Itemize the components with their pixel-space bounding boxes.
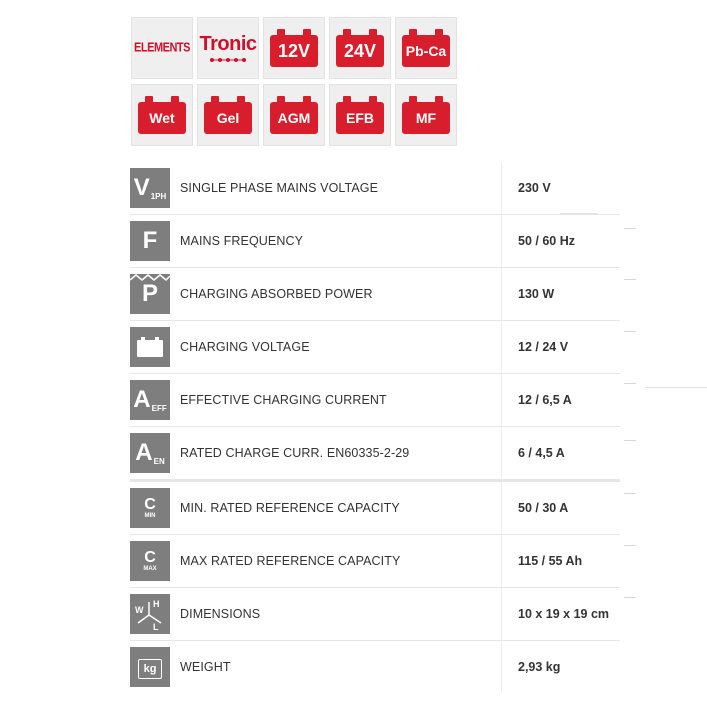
- spec-label: SINGLE PHASE MAINS VOLTAGE: [180, 181, 379, 195]
- decor-tick: [624, 279, 636, 280]
- spec-value: 115 / 55 Ah: [518, 554, 583, 568]
- divider: [501, 321, 502, 373]
- badge-efb: [329, 84, 391, 146]
- spec-value: 10 x 19 x 19 cm: [518, 607, 610, 621]
- battery-icon: [130, 327, 170, 367]
- compatibility-badges: [131, 17, 471, 151]
- badge-row-1: [131, 17, 471, 79]
- svg-text:H: H: [153, 599, 160, 609]
- frequency-icon: F: [130, 221, 170, 261]
- spec-label: CHARGING ABSORBED POWER: [180, 287, 373, 301]
- zigzag-icon: [130, 274, 170, 314]
- decor-tick: [624, 228, 636, 229]
- divider: [501, 482, 502, 534]
- battery-icon: EFB: [336, 96, 384, 134]
- spec-row-frequency: [130, 215, 620, 268]
- battery-icon: Pb-Ca: [402, 29, 450, 67]
- dimensions-icon: [130, 594, 170, 634]
- spec-label: DIMENSIONS: [180, 607, 261, 621]
- spec-value: 2,93 kg: [518, 660, 561, 674]
- battery-icon: MF: [402, 96, 450, 134]
- divider: [501, 374, 502, 426]
- divider: [501, 268, 502, 320]
- divider: [501, 535, 502, 587]
- spec-row-power: [130, 268, 620, 321]
- badge-mf: [395, 84, 457, 146]
- tronic-logo-badge: [197, 17, 259, 79]
- voltage-icon: V 1PH: [130, 168, 170, 208]
- badge-wet: [131, 84, 193, 146]
- spec-value: 50 / 30 A: [518, 501, 569, 515]
- spec-value: 130 W: [518, 287, 555, 301]
- spec-label: MAINS FREQUENCY: [180, 234, 304, 248]
- spec-row-max-capacity: [130, 535, 620, 588]
- capacity-min-icon: C MIN: [130, 488, 170, 528]
- battery-icon: AGM: [270, 96, 318, 134]
- decor-tick: [624, 493, 636, 494]
- current-rated-icon: A EN: [130, 433, 170, 473]
- decor-line: [560, 213, 598, 214]
- battery-icon: 24V: [336, 29, 384, 67]
- spec-value: 50 / 60 Hz: [518, 234, 575, 248]
- decor-tick: [624, 383, 636, 384]
- spec-row-weight: [130, 641, 620, 693]
- spec-row-min-capacity: [130, 482, 620, 535]
- spec-label: MIN. RATED REFERENCE CAPACITY: [180, 501, 400, 515]
- spec-label: CHARGING VOLTAGE: [180, 340, 310, 354]
- spec-value: 12 / 6,5 A: [518, 393, 572, 407]
- battery-icon: Wet: [138, 96, 186, 134]
- decor-tick: [624, 331, 636, 332]
- elements-logo-badge: [131, 17, 193, 79]
- spec-label: EFFECTIVE CHARGING CURRENT: [180, 393, 387, 407]
- divider: [501, 641, 502, 693]
- spec-value: 230 V: [518, 181, 551, 195]
- divider: [501, 162, 502, 214]
- spec-row-effective-current: [130, 374, 620, 427]
- spec-row-voltage: [130, 162, 620, 215]
- badge-12v: [263, 17, 325, 79]
- decor-tick: [624, 597, 636, 598]
- decor-tick: [624, 440, 636, 441]
- badge-24v: [329, 17, 391, 79]
- spec-label: WEIGHT: [180, 660, 231, 674]
- battery-outline-icon: [137, 337, 163, 357]
- divider: [501, 427, 502, 479]
- divider: [501, 588, 502, 640]
- spec-table: [130, 162, 620, 693]
- circuit-icon: [208, 56, 248, 64]
- tronic-logo: Tronic: [199, 33, 256, 64]
- badge-gel: [197, 84, 259, 146]
- divider: [501, 215, 502, 267]
- battery-icon: 12V: [270, 29, 318, 67]
- spec-row-charging-voltage: [130, 321, 620, 374]
- spec-row-dimensions: [130, 588, 620, 641]
- spec-label: MAX RATED REFERENCE CAPACITY: [180, 554, 401, 568]
- spec-value: 6 / 4,5 A: [518, 446, 565, 460]
- decor-tick: [624, 545, 636, 546]
- badge-row-2: [131, 84, 471, 146]
- battery-icon: Gel: [204, 96, 252, 134]
- power-icon: P: [130, 274, 170, 314]
- svg-text:L: L: [153, 622, 159, 631]
- badge-agm: [263, 84, 325, 146]
- elements-logo: ELEMENTS: [134, 40, 190, 56]
- svg-text:W: W: [135, 605, 144, 615]
- capacity-max-icon: C MAX: [130, 541, 170, 581]
- decor-line: [645, 387, 707, 388]
- badge-pb-ca: [395, 17, 457, 79]
- weight-icon: kg: [130, 647, 170, 687]
- spec-label: RATED CHARGE CURR. EN60335-2-29: [180, 446, 410, 460]
- current-effective-icon: A EFF: [130, 380, 170, 420]
- spec-value: 12 / 24 V: [518, 340, 569, 354]
- axes-icon: [133, 597, 167, 631]
- spec-row-rated-current: [130, 427, 620, 482]
